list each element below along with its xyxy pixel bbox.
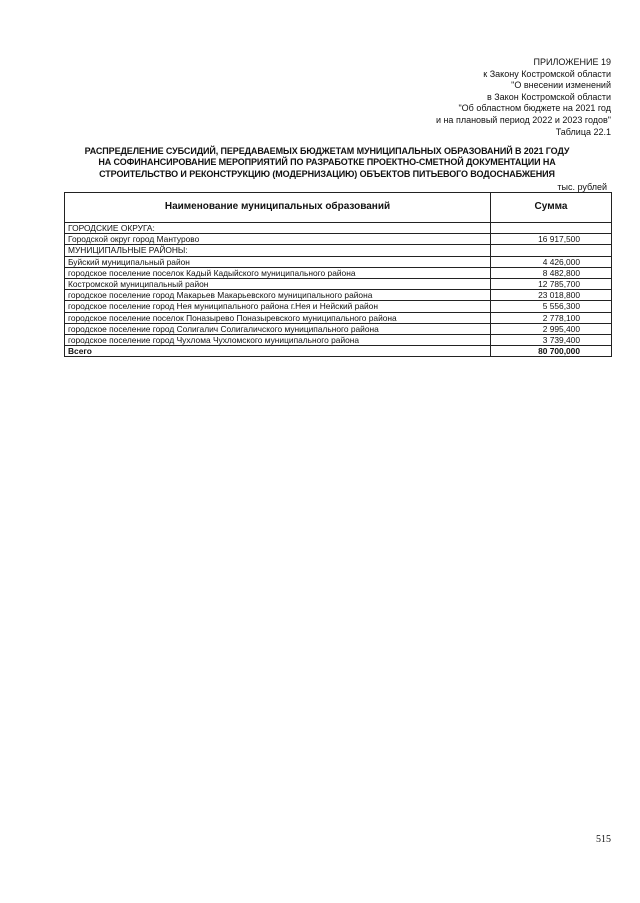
document-title [66, 146, 588, 180]
row-sum: 8 482,800 [491, 267, 612, 278]
total-label: Всего [65, 346, 491, 357]
row-sum: 23 018,800 [491, 290, 612, 301]
appendix-line: "Об областном бюджете на 2021 год [458, 103, 611, 114]
row-sum: 4 426,000 [491, 256, 612, 267]
row-name: городское поселение город Нея муниципального района г.Нея и Нейский район [65, 301, 491, 312]
table-row [65, 223, 612, 234]
row-name: городское поселение поселок Кадый Кадыйского муниципального района [65, 267, 491, 278]
title-line: СТРОИТЕЛЬСТВО И РЕКОНСТРУКЦИЮ (МОДЕРНИЗАЦИЮ) ОБЪЕКТОВ ПИТЬЕВОГО ВОДОСНАБЖЕНИЯ [99, 168, 555, 179]
appendix-line: к Закону Костромской области [483, 68, 611, 79]
table-row [65, 279, 612, 290]
table-row [65, 290, 612, 301]
table-row [65, 335, 612, 346]
table-total-row [65, 346, 612, 357]
column-header-name: Наименование муниципальных образований [65, 193, 491, 223]
row-name: городское поселение город Чухлома Чухломского муниципального района [65, 335, 491, 346]
appendix-line: "О внесении изменений [511, 80, 611, 91]
appendix-line: Таблица 22.1 [555, 126, 611, 137]
row-name: городское поселение город Макарьев Макарьевского муниципального района [65, 290, 491, 301]
row-sum: 12 785,700 [491, 279, 612, 290]
row-sum: 2 995,400 [491, 323, 612, 334]
table-row [65, 312, 612, 323]
row-name: МУНИЦИПАЛЬНЫЕ РАЙОНЫ: [65, 245, 491, 256]
units-label: тыс. рублей [557, 182, 607, 192]
table-row [65, 234, 612, 245]
row-name: Городской округ город Мантурово [65, 234, 491, 245]
total-sum: 80 700,000 [491, 346, 612, 357]
table-row [65, 256, 612, 267]
page-number: 515 [596, 834, 611, 845]
column-header-sum: Сумма [491, 193, 612, 223]
row-sum: 3 739,400 [491, 335, 612, 346]
appendix-line: в Закон Костромской области [486, 91, 611, 102]
row-sum [491, 245, 612, 256]
row-sum: 2 778,100 [491, 312, 612, 323]
table-row [65, 323, 612, 334]
table-row [65, 267, 612, 278]
table-row [65, 301, 612, 312]
row-sum: 16 917,500 [491, 234, 612, 245]
row-name: Костромской муниципальный район [65, 279, 491, 290]
appendix-line: и на плановый период 2022 и 2023 годов" [435, 114, 611, 125]
row-name: городское поселение поселок Поназырево Поназыревского муниципального района [65, 312, 491, 323]
row-name: городское поселение город Солигалич Солигаличского муниципального района [65, 323, 491, 334]
row-sum: 5 556,300 [491, 301, 612, 312]
row-name: Буйский муниципальный район [65, 256, 491, 267]
row-sum [491, 223, 612, 234]
appendix-header [436, 57, 611, 138]
distribution-table [64, 192, 612, 357]
title-line: НА СОФИНАНСИРОВАНИЕ МЕРОПРИЯТИЙ ПО РАЗРАБОТКЕ ПРОЕКТНО-СМЕТНОЙ ДОКУМЕНТАЦИИ НА [98, 157, 556, 168]
title-line: РАСПРЕДЕЛЕНИЕ СУБСИДИЙ, ПЕРЕДАВАЕМЫХ БЮДЖЕТАМ МУНИЦИПАЛЬНЫХ ОБРАЗОВАНИЙ В 2021 ГОДУ [84, 146, 570, 156]
row-name: ГОРОДСКИЕ ОКРУГА: [65, 223, 491, 234]
table-header-row [65, 193, 612, 223]
table-row [65, 245, 612, 256]
appendix-line: ПРИЛОЖЕНИЕ 19 [533, 57, 611, 67]
